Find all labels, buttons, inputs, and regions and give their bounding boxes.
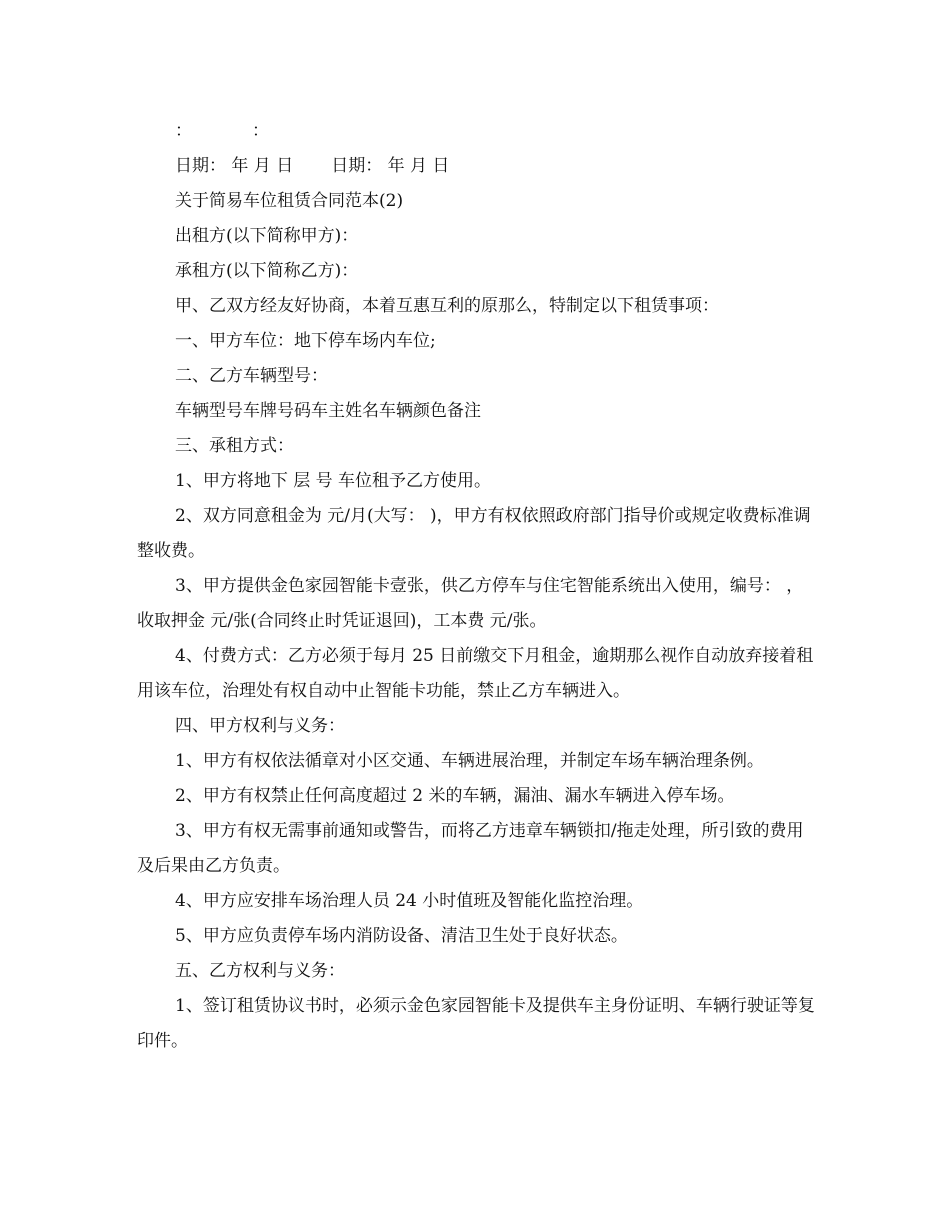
section5-title: 五、乙方权利与义务：: [175, 961, 345, 981]
section2-title: 二、乙方车辆型号：: [175, 366, 328, 386]
vehicle-table-header: 车辆型号车牌号码车主姓名车辆颜色备注: [175, 401, 481, 421]
signature-colon-left: ：: [175, 121, 192, 141]
section4-title: 四、甲方权利与义务：: [175, 716, 345, 736]
section3-item-2: 2、双方同意租金为 元/月(大写： )，甲方有权依照政府部门指导价或规定收费标准调整收费。: [137, 506, 811, 561]
signature-colon-right: ：: [252, 121, 269, 141]
preamble-line: 甲、乙双方经友好协商，本着互惠互利的原那么，特制定以下租赁事项：: [175, 296, 719, 316]
lessee-line: 承租方(以下简称乙方)：: [175, 261, 359, 281]
section4-item-3: 3、甲方有权无需事前通知或警告，而将乙方违章车辆锁扣/拖走处理，所引致的费用及后果由乙方负责。: [137, 821, 804, 876]
section3-item-1: 1、甲方将地下 层 号 车位租予乙方使用。: [175, 471, 492, 491]
date-left: 日期： 年 月 日: [175, 156, 294, 176]
section4-item-2: 2、甲方有权禁止任何高度超过 2 米的车辆，漏油、漏水车辆进入停车场。: [175, 786, 735, 806]
date-row: [137, 149, 817, 184]
contract-body: [137, 114, 817, 1059]
signature-colon-row: [137, 114, 817, 149]
contract-title: 关于简易车位租赁合同范本(2): [175, 191, 404, 211]
date-right: 日期： 年 月 日: [331, 156, 450, 176]
section4-item-4: 4、甲方应安排车场治理人员 24 小时值班及智能化监控治理。: [175, 891, 644, 911]
section3-title: 三、承租方式：: [175, 436, 294, 456]
lessor-line: 出租方(以下简称甲方)：: [175, 226, 359, 246]
section3-item-3: 3、甲方提供金色家园智能卡壹张，供乙方停车与住宅智能系统出入使用，编号： ，收取押金 元/张(合同终止时凭证退回)，工本费 元/张。: [137, 576, 804, 631]
section1-line: 一、甲方车位：地下停车场内车位;: [175, 331, 436, 351]
section3-item-4: 4、付费方式：乙方必须于每月 25 日前缴交下月租金，逾期那么视作自动放弃接着租用该车位，治理处有权自动中止智能卡功能，禁止乙方车辆进入。: [137, 646, 814, 701]
section4-item-5: 5、甲方应负责停车场内消防设备、清洁卫生处于良好状态。: [175, 926, 628, 946]
section4-item-1: 1、甲方有权依法循章对小区交通、车辆进展治理，并制定车场车辆治理条例。: [175, 751, 764, 771]
section5-item-1: 1、签订租赁协议书时，必须示金色家园智能卡及提供车主身份证明、车辆行驶证等复印件。: [137, 996, 815, 1051]
